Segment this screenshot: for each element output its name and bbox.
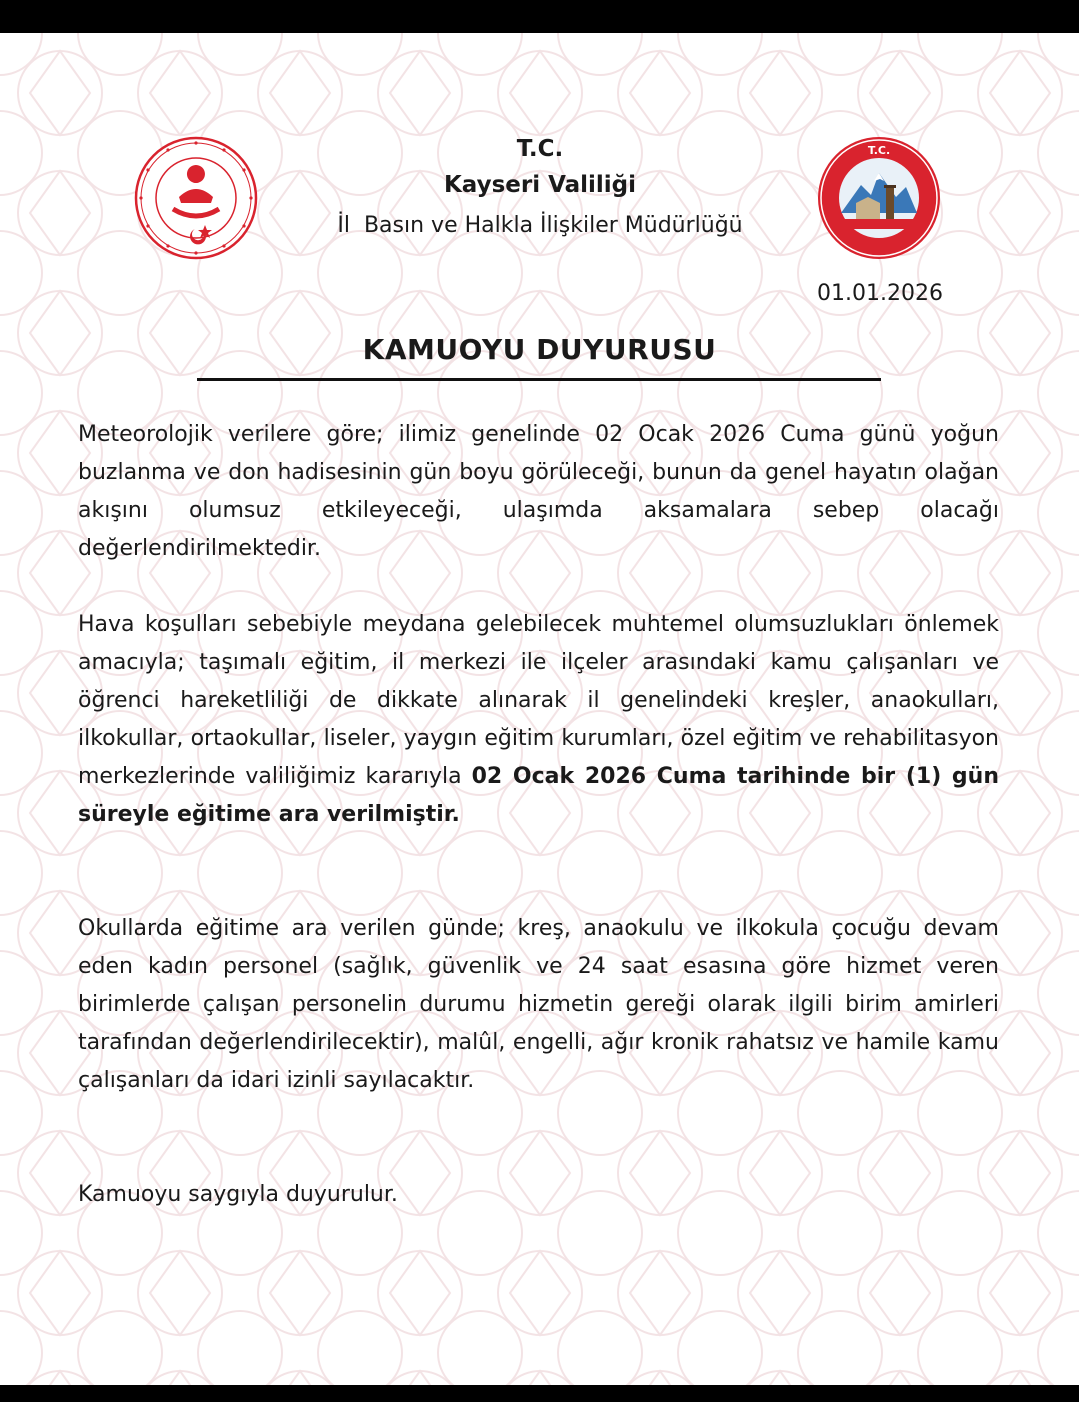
title-underline bbox=[197, 378, 881, 381]
paragraph-3: Okullarda eğitime ara verilen günde; kreş, anaokulu ve ilkokula çocuğu devam eden kadın personel (sağlık, güvenlik ve 24 saat esasına göre hizmet veren birimlerde çalışan personelin durumu hizmetin gereği olarak ilgili birim amirleri tarafından değerlendirilecektir), malûl, engelli, ağır kronik rahatsız ve hamile kamu çalışanları da idari izinli sayılacaktır. bbox=[78, 916, 999, 1093]
header-department: İl Basın ve Halkla İlişkiler Müdürlüğü bbox=[337, 213, 743, 238]
header-organization: Kayseri Valiliği bbox=[443, 172, 637, 198]
paragraph-2-bold: 02 Ocak 2026 Cuma tarihinde bir (1) gün süreyle eğitime ara verilmiştir. bbox=[78, 764, 1000, 827]
bottom-black-bar bbox=[0, 1385, 1079, 1402]
paragraph-4: Kamuoyu saygıyla duyurulur. bbox=[78, 1182, 398, 1207]
page-title: KAMUOYU DUYURUSU bbox=[362, 333, 717, 366]
document-date: 01.01.2026 bbox=[817, 281, 943, 306]
paragraph-2-text: Hava koşulları sebebiyle meydana gelebilecek muhtemel olumsuzlukları önlemek amacıyla; taşımalı eğitim, il merkezi ile ilçeler arasındaki kamu çalışanları ve öğrenci hareketliliği de dikkate alınarak il genelindeki kreşler, anaokulları, ilkokullar, ortaokullar, liseler, yaygın eğitim kurumları, özel eğitim ve rehabilitasyon merkezlerinde valiliğimiz kararıyla bbox=[78, 612, 999, 789]
paragraph-1: Meteorolojik verilere göre; ilimiz genelinde 02 Ocak 2026 Cuma günü yoğun buzlanma ve don hadisesinin gün boyu görüleceği, bunun da genel hayatın olağan akışını olumsuz etkileyeceği, ulaşımda aksamalara sebep olacağı değerlendirilmektedir. bbox=[78, 422, 999, 561]
emblem-top-text: T.C. bbox=[867, 144, 891, 157]
header-tc: T.C. bbox=[516, 136, 564, 162]
paragraph-2 bbox=[78, 606, 999, 834]
top-black-bar bbox=[0, 0, 1079, 33]
